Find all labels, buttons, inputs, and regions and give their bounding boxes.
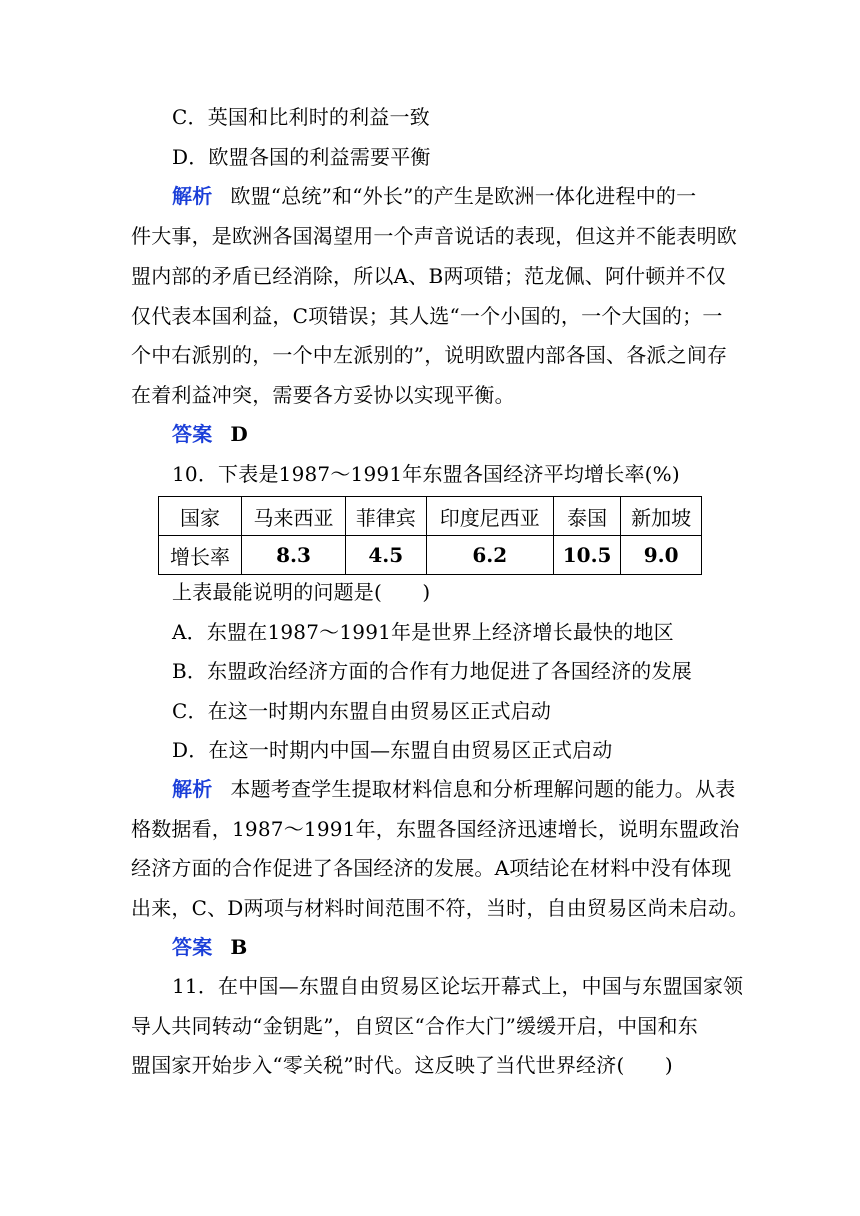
- table-cell: 8.3: [242, 536, 346, 575]
- q9-analysis-line-5: 个中右派别的，一个中左派别的”，说明欧盟内部各国、各派之间存: [131, 343, 728, 367]
- q10-stem: 10．下表是1987～1991年东盟各国经济平均增长率(%): [172, 462, 680, 486]
- q9-analysis-line-1: 解析 欧盟“总统”和“外长”的产生是欧洲一体化进程中的一: [172, 184, 697, 208]
- table-header-cell: 马来西亚: [242, 497, 346, 536]
- table-header-cell: 菲律宾: [345, 497, 426, 536]
- q11-stem-line-3: 盟国家开始步入“零关税”时代。这反映了当代世界经济( ): [131, 1053, 673, 1077]
- table-header-label: 国家: [159, 497, 242, 536]
- q10-option-d: D．在这一时期内中国—东盟自由贸易区正式启动: [172, 738, 613, 762]
- table-header-row: [159, 497, 702, 536]
- q10-analysis-line-3: 经济方面的合作促进了各国经济的发展。A项结论在材料中没有体现: [131, 856, 732, 880]
- analysis-label: 解析: [172, 184, 213, 208]
- q10-analysis-line-4: 出来，C、D两项与材料时间范围不符，当时，自由贸易区尚未启动。: [131, 896, 749, 920]
- q9-option-c: C．英国和比利时的利益一致: [172, 105, 430, 129]
- growth-rate-table: [158, 496, 702, 575]
- table-cell: 9.0: [621, 536, 702, 575]
- table-header-cell: 印度尼西亚: [426, 497, 553, 536]
- q9-option-d: D．欧盟各国的利益需要平衡: [172, 145, 431, 169]
- q9-analysis-line-4: 仅代表本国利益，C项错误；其人选“一个小国的，一个大国的；一: [131, 304, 723, 328]
- q10-option-a: A．东盟在1987～1991年是世界上经济增长最快的地区: [172, 620, 674, 644]
- q10-answer: 答案 B: [172, 935, 248, 959]
- table-cell: 6.2: [426, 536, 553, 575]
- q9-answer: 答案 D: [172, 422, 248, 446]
- q9-analysis-line-2: 件大事，是欧洲各国渴望用一个声音说话的表现，但这并不能表明欧: [131, 224, 737, 248]
- table-header-cell: 新加坡: [621, 497, 702, 536]
- table-header-cell: 泰国: [553, 497, 620, 536]
- table-cell: 4.5: [345, 536, 426, 575]
- q11-stem-line-2: 导人共同转动“金钥匙”，自贸区“合作大门”缓缓开启，中国和东: [131, 1014, 698, 1038]
- analysis-label: 解析: [172, 777, 213, 801]
- q10-analysis-line-1: 解析 本题考查学生提取材料信息和分析理解问题的能力。从表: [172, 777, 736, 801]
- table-row-label: 增长率: [159, 536, 242, 575]
- q10-analysis-line-2: 格数据看，1987～1991年，东盟各国经济迅速增长，说明东盟政治: [131, 817, 740, 841]
- answer-label: 答案: [172, 422, 213, 446]
- q11-stem-line-1: 11．在中国—东盟自由贸易区论坛开幕式上，中国与东盟国家领: [172, 974, 744, 998]
- q9-analysis-line-6: 在着利益冲突，需要各方妥协以实现平衡。: [131, 383, 515, 407]
- table-row: [159, 536, 702, 575]
- q10-question: 上表最能说明的问题是( ): [172, 580, 431, 604]
- q10-option-c: C．在这一时期内东盟自由贸易区正式启动: [172, 699, 552, 723]
- q10-option-b: B．东盟政治经济方面的合作有力地促进了各国经济的发展: [172, 659, 692, 683]
- q9-analysis-line-3: 盟内部的矛盾已经消除，所以A、B两项错；范龙佩、阿什顿并不仅: [131, 264, 727, 288]
- answer-label: 答案: [172, 935, 213, 959]
- table-cell: 10.5: [553, 536, 620, 575]
